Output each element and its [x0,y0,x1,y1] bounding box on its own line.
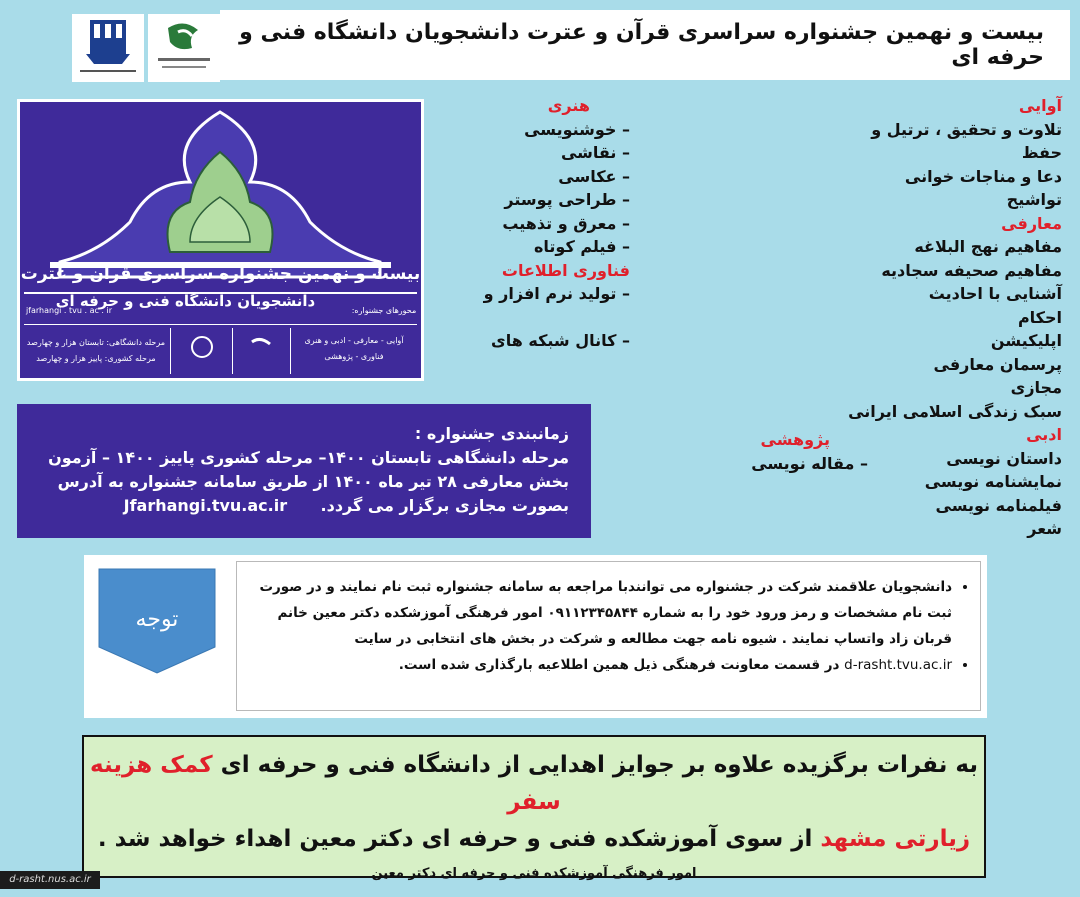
attention-label: توجه [135,607,179,632]
award-text: به نفرات برگزیده علاوه بر جوایز اهدایی از دانشگاه فنی و حرفه ای [220,752,978,778]
schedule-line: بخش معارفی ۲۸ تیر ماه ۱۴۰۰ از طریق سامانه جشنواره به آدرس [57,472,569,491]
list-item: مفاهیم نهج البلاغه [914,237,1062,256]
category-heading-avaee: آوایی [1018,96,1062,115]
list-item: مجازی [1010,378,1062,397]
list-item: مفاهیم صحیفه سجادیه [881,260,1062,280]
list-item [247,652,952,678]
college-logo [148,14,220,82]
list-item: آشنایی با احادیث [928,284,1062,303]
award-text: از سوی آموزشکده فنی و حرفه ای دکتر معین اهداء خواهد شد . [97,826,813,852]
schedule-text: بصورت مجازی برگزار می گردد. [320,496,569,515]
list-item [247,574,952,652]
list-item: سبک زندگی اسلامی ایرانی [848,401,1062,421]
list-item: تلاوت و تحقیق ، ترتیل و حفظ [871,119,1062,162]
list-item: دعا و مناجات خوانی [904,166,1062,186]
university-logo [72,14,144,82]
schedule-heading: زمانبندی جشنواره : [414,424,569,443]
category-column-research [748,428,868,475]
list-item: تواشیح [1006,190,1062,209]
list-item: فیلمنامه نویسی [935,495,1062,515]
header [70,10,1070,80]
award-line1 [84,747,984,821]
notice-line: دانشجویان علاقمند شرکت در جشنواره می توانندبا مراجعه به سامانه جشنواره ثبت نام نمایند و در صورت [259,579,952,595]
list-item: پرسمان معارفی [933,354,1062,374]
notice-line: ثبت نام مشخصات و رمز ورود خود را به شماره ۰۹۱۱۲۳۴۵۸۴۴ امور فرهنگی آموزشکده دکتر معین خانم [277,605,952,621]
schedule-line [35,494,569,518]
schedule-line: مرحله دانشگاهی تابستان ۱۴۰۰– مرحله کشوری پاییز ۱۴۰۰ – آزمون [48,448,569,467]
list-item: – عکاسی [558,166,630,186]
category-heading-pajooheshi: پژوهشی [760,430,830,449]
list-item: – خوشنویسی [524,119,630,139]
notice-panel [84,555,987,718]
list-item: – کانال شبکه های [491,331,630,350]
list-item: – معرق و تذهیب [502,213,630,233]
poster-title-line2: دانشجویان دانشگاه فنی و حرفه ای [55,292,316,310]
list-item: – مقاله نویسی [751,453,868,473]
attention-badge [97,567,217,675]
list-item: اپلیکیشن [990,331,1062,350]
award-line2 [84,821,984,858]
festival-poster [17,99,424,381]
notice-line: قربان زاد واتساپ نمایند . شیوه نامه جهت مطالعه و شرکت در بخش های انتخابی در سایت [354,631,952,647]
poster-stage2: مرحله کشوری: پاییز هزار و چهارصد [36,354,156,363]
poster-axes-text1: آوایی - معارفی - ادبی و هنری [304,336,404,345]
award-footer: امور فرهنگی آموزشکده فنی و حرفه ای دکتر معین [371,866,697,881]
poster-title-line1: بیست و نهمین جشنواره سراسری قرآن و عترت [20,264,421,284]
schedule-box [17,404,591,538]
award-highlight: کمک هزینه سفر [90,752,561,815]
category-column-middle [450,94,630,353]
list-item: – فیلم کوتاه [533,237,630,256]
award-box [82,735,986,881]
poster-axes-label: محورهای جشنواره: [351,306,417,315]
list-item [450,306,630,330]
watermark: d-rasht.nus.ac.ir [0,871,100,889]
list-item: – نقاشی [560,143,630,162]
notice-text [236,561,981,711]
award-highlight: زیارتی مشهد [820,826,971,852]
poster-axes-text2: فناوری - پژوهشی [324,352,384,361]
page-title: بیست و نهمین جشنواره سراسری قرآن و عترت دانشجویان دانشگاه فنی و حرفه ای [239,20,1044,70]
category-heading-fanavari: فناوری اطلاعات [501,260,630,280]
list-item: – طراحی پوستر [504,190,630,209]
list-item: داستان نویسی [946,448,1062,468]
list-item: شعر [1027,519,1062,538]
category-heading-maarefi: معارفی [1001,213,1062,233]
list-item: – تولید نرم افزار و [483,284,630,303]
festival-url-link[interactable]: Jfarhangi.tvu.ac.ir [123,496,288,515]
category-heading-honari: هنری [547,96,590,115]
poster-url: jfarhangi . tvu . ac . ir [25,306,113,315]
title-banner [220,10,1070,80]
poster-stage1: مرحله دانشگاهی: تابستان هزار و چهارصد [26,338,166,347]
category-heading-adabi: ادبی [1026,425,1062,444]
list-item: نمایشنامه نویسی [924,472,1062,491]
list-item: احکام [1017,307,1062,327]
category-column-right [842,94,1062,541]
website-link[interactable]: d-rasht.tvu.ac.ir [844,657,952,673]
notice-line: در قسمت معاونت فرهنگی ذیل همین اطلاعیه بارگذاری شده است. [398,657,840,673]
